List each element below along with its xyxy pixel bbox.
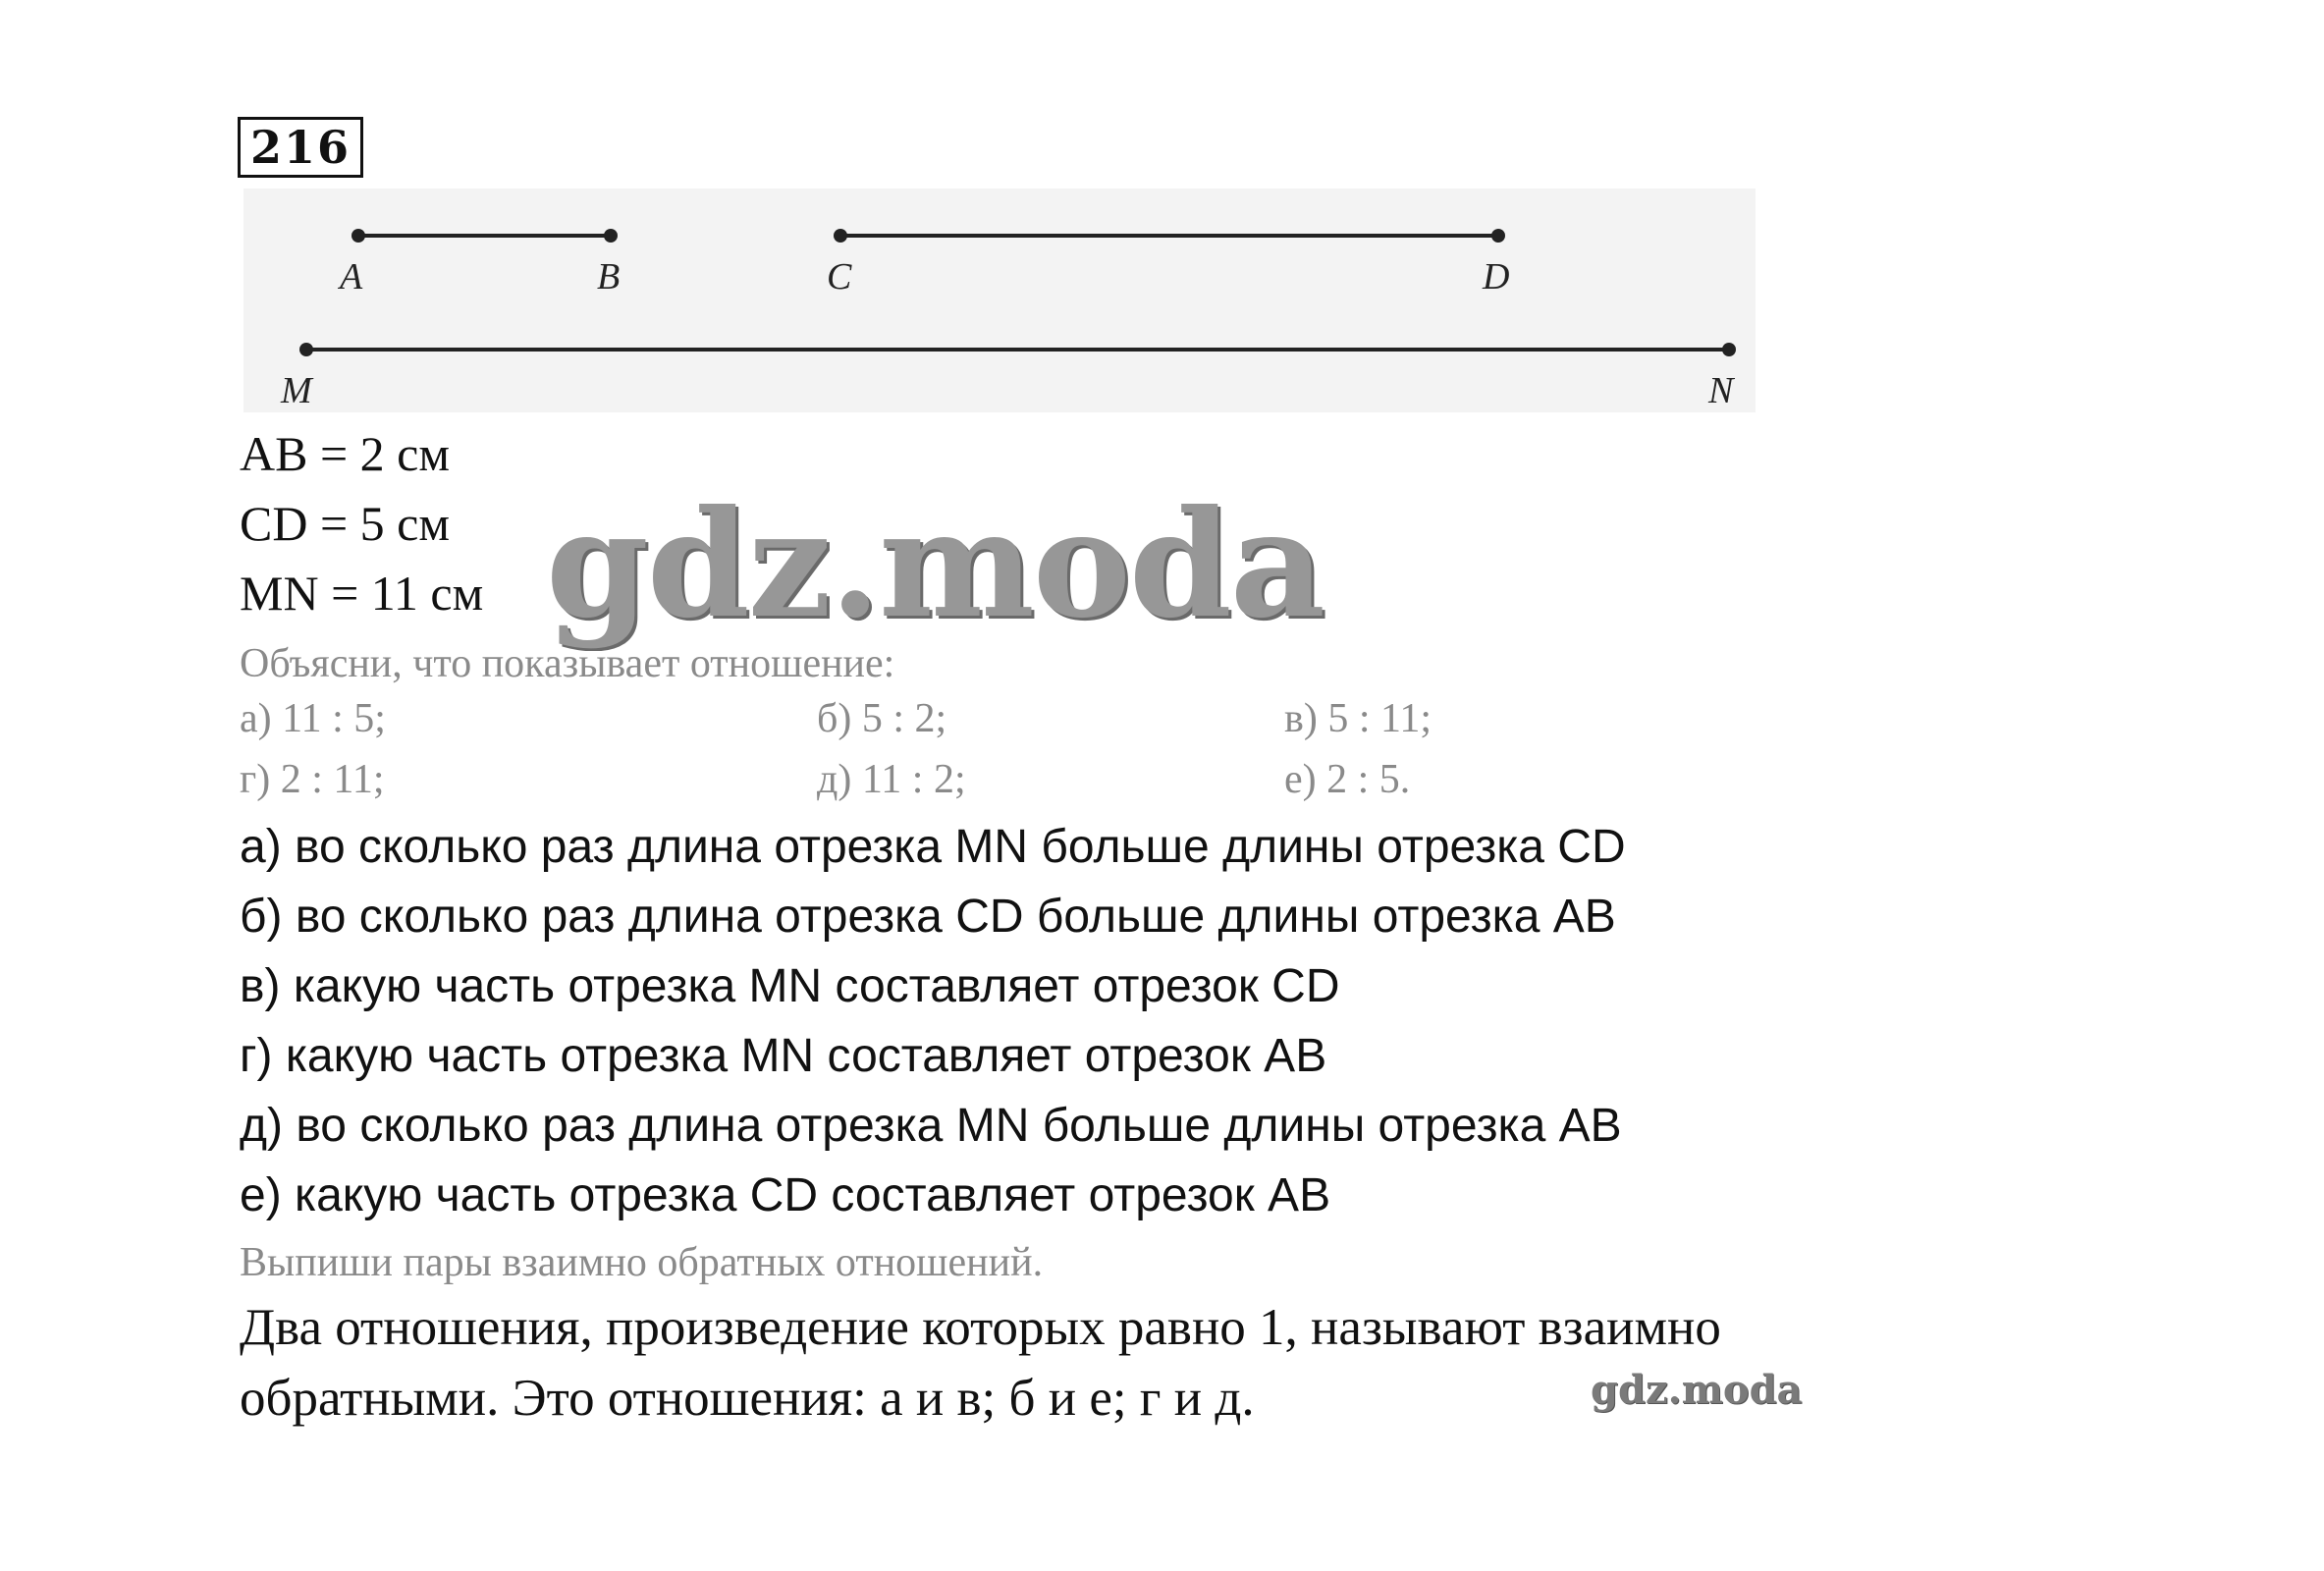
option-g: г) 2 : 11; xyxy=(240,757,385,802)
watermark-logo-small: gdz.moda xyxy=(1591,1367,1803,1413)
final-line-2: обратными. Это отношения: а и в; б и е; г и д. xyxy=(240,1370,1255,1427)
segments-diagram xyxy=(243,189,1756,412)
label-c: C xyxy=(827,256,852,298)
option-v: в) 5 : 11; xyxy=(1284,696,1432,741)
given-cd: CD = 5 см xyxy=(240,496,450,551)
point-d xyxy=(1491,229,1505,243)
point-b xyxy=(604,229,618,243)
point-n xyxy=(1722,343,1736,356)
answer-d: д) во сколько раз длина отрезка MN больше длины отрезка AB xyxy=(240,1100,1622,1152)
task2-prompt: Выпиши пары взаимно обратных отношений. xyxy=(240,1240,1044,1285)
task-prompt: Объясни, что показывает отношение: xyxy=(240,641,895,686)
given-mn: MN = 11 см xyxy=(240,566,484,621)
label-b: B xyxy=(597,256,621,298)
option-d: д) 11 : 2; xyxy=(817,757,966,802)
final-line-1: Два отношения, произведение которых равно 1, называют взаимно xyxy=(240,1299,1721,1356)
point-m xyxy=(299,343,313,356)
label-m: M xyxy=(281,370,312,411)
answer-e: е) какую часть отрезка CD составляет отрезок AB xyxy=(240,1169,1331,1221)
answer-g: г) какую часть отрезка MN составляет отрезок AB xyxy=(240,1030,1327,1082)
option-e: е) 2 : 5. xyxy=(1284,757,1411,802)
answer-v: в) какую часть отрезка MN составляет отрезок CD xyxy=(240,960,1340,1012)
label-d: D xyxy=(1483,256,1510,298)
answer-b: б) во сколько раз длина отрезка CD больше длины отрезка AB xyxy=(240,891,1616,943)
given-ab: AB = 2 см xyxy=(240,426,450,481)
answer-a: а) во сколько раз длина отрезка MN больше длины отрезка CD xyxy=(240,821,1626,873)
label-a: A xyxy=(340,256,363,298)
option-a: а) 11 : 5; xyxy=(240,696,386,741)
segments-figure xyxy=(243,189,1756,412)
option-b: б) 5 : 2; xyxy=(817,696,947,741)
point-c xyxy=(834,229,847,243)
watermark-logo: gdz.moda xyxy=(546,478,1324,651)
label-n: N xyxy=(1708,370,1734,411)
problem-number: 216 xyxy=(238,117,363,178)
point-a xyxy=(351,229,365,243)
